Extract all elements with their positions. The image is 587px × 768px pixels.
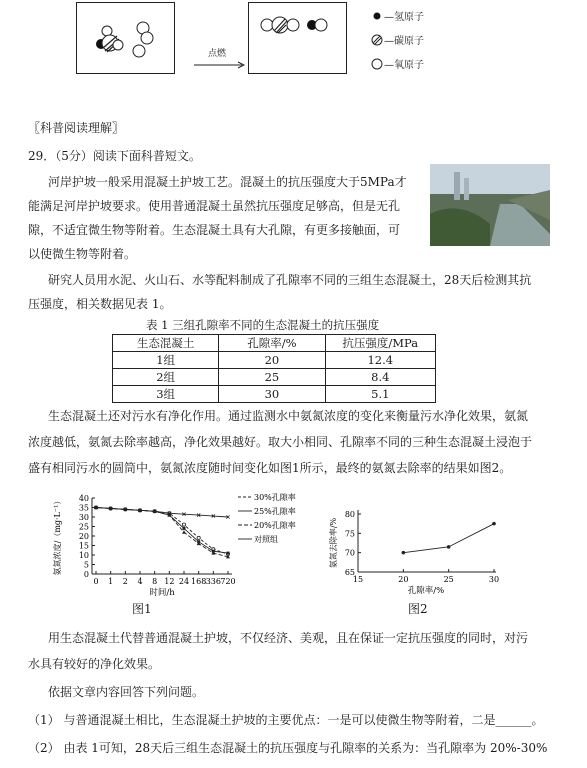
- atom-legend: —氢原子 —碳原子 —氧原子: [372, 8, 452, 74]
- y-tick-label: 75: [344, 529, 355, 539]
- table-header: 孔隙率/%: [219, 335, 325, 352]
- x-tick-label: 0: [93, 577, 99, 586]
- table-cell: 2组: [113, 369, 219, 386]
- legend-label: 20%孔隙率: [254, 521, 296, 530]
- y-tick-label: 25: [78, 522, 89, 532]
- question-1: （1） 与普通混凝土相比，生态混凝土护坡的主要优点：一是可以使微生物等附着，二是______。: [28, 713, 544, 727]
- table-cell: 5.1: [325, 386, 435, 403]
- x-axis-label: 孔隙率/%: [407, 586, 445, 596]
- reactant-box: [76, 2, 175, 74]
- para1-line: 隙，不适宜微生物等附着。生态混凝土具有大孔隙，有更多接触面，可: [28, 223, 401, 237]
- product-molecules: [249, 3, 346, 73]
- y-tick-label: 20: [78, 532, 89, 541]
- data-point: [183, 527, 186, 530]
- x-tick-label: 30: [488, 575, 500, 584]
- para5: 依据文章内容回答下列问题。: [48, 685, 205, 699]
- table-row: [113, 386, 436, 403]
- para1-line: 河岸护坡一般采用混凝土护坡工艺。混凝土的抗压强度大于5MPa才: [48, 175, 407, 189]
- y-tick-label: 80: [344, 510, 355, 519]
- porosity-strength-table: [112, 334, 436, 403]
- table-header-row: [113, 335, 436, 352]
- x-axis-label: 时间/h: [149, 588, 175, 598]
- arrow-label: 点燃: [208, 49, 227, 59]
- x-tick-label: 15: [352, 575, 364, 584]
- product-box: [248, 2, 347, 74]
- data-point: [197, 536, 200, 539]
- data-point: [227, 552, 230, 555]
- legend-label: 30%孔隙率: [254, 493, 296, 502]
- data-point: [402, 551, 406, 555]
- table-cell: 1组: [113, 352, 219, 369]
- table-cell: 20: [219, 352, 325, 369]
- y-tick-label: 65: [344, 568, 355, 577]
- y-axis-label: 氨氮浓度/（mg·L⁻¹）: [53, 496, 62, 576]
- figure-2-chart: [322, 488, 502, 600]
- x-tick-label: 24: [178, 577, 190, 586]
- para4-line: 水具有较好的净化效果。: [28, 657, 161, 671]
- question-2: （2） 由表 1可知，28天后三组生态混凝土的抗压强度与孔隙率的关系为：当孔隙率为 20%-30%: [28, 741, 548, 755]
- legend-label: 25%孔隙率: [254, 507, 296, 516]
- x-tick-label: 720: [220, 577, 236, 586]
- y-tick-label: 70: [344, 548, 355, 558]
- y-axis-label: 氨氮去除率/%: [329, 517, 338, 569]
- section-heading: 〖科普阅读理解〗: [28, 121, 125, 135]
- data-point: [182, 523, 185, 526]
- table-cell: 25: [219, 369, 325, 386]
- para3-line: 浓度越低，氨氮去除率越高，净化效果越好。取大小相同、孔隙率不同的三种生态混凝土浸泡于: [28, 435, 533, 449]
- y-tick-label: 5: [83, 560, 89, 570]
- series-line-3: [96, 508, 228, 557]
- series-line-4: [96, 508, 228, 518]
- figure-1-chart: [48, 488, 298, 600]
- data-point: [492, 522, 496, 526]
- x-tick-label: 4: [137, 577, 143, 586]
- y-tick-label: 15: [78, 541, 89, 551]
- figure-2-caption: 图2: [408, 602, 428, 616]
- y-tick-label: 10: [78, 551, 89, 560]
- x-tick-label: 8: [152, 577, 158, 586]
- y-tick-label: 35: [78, 503, 89, 513]
- para2-line: 研究人员用水泥、火山石、水等配料制成了孔隙率不同的三组生态混凝土，28天后检测其抗: [48, 273, 532, 287]
- para3-line: 生态混凝土还对污水有净化作用。通过监测水中氨氮浓度的变化来衡量污水净化效果，氨氮: [48, 409, 529, 423]
- table-row: [113, 369, 436, 386]
- x-tick-label: 336: [205, 577, 221, 586]
- oxygen-atom: [133, 45, 145, 57]
- para1-line: 以使微生物等附着。: [28, 247, 137, 261]
- x-tick-label: 25: [443, 575, 454, 584]
- series-line-1: [96, 508, 228, 555]
- reaction-arrow: [192, 46, 248, 72]
- table-caption: 表 1 三组孔隙率不同的生态混凝土的抗压强度: [146, 318, 380, 332]
- table-row: [113, 352, 436, 369]
- oxygen-atom: [141, 32, 153, 44]
- x-tick-label: 12: [164, 577, 175, 586]
- x-tick-label: 1: [108, 577, 114, 586]
- y-tick-label: 30: [78, 513, 89, 522]
- hydrogen-atom: [102, 26, 112, 36]
- hydrogen-atom: [113, 40, 123, 50]
- question-header: 29．（5分）阅读下面科普短文。: [28, 149, 201, 163]
- para1-line: 能满足河岸护坡要求。使用普通混凝土虽然抗压强度足够高，但是无孔: [28, 199, 401, 213]
- table-header: 生态混凝土: [113, 335, 219, 352]
- para4-line: 用生态混凝土代替普通混凝土护坡，不仅经济、美观，且在保证一定抗压强度的同时，对污: [48, 631, 529, 645]
- table-cell: 30: [219, 386, 325, 403]
- series-line-2: [96, 508, 228, 554]
- x-tick-label: 168: [191, 577, 207, 586]
- para2-line: 压强度，相关数据见表 1。: [28, 297, 172, 311]
- data-point: [182, 530, 186, 534]
- figure-1-caption: 图1: [132, 602, 152, 616]
- y-tick-label: 40: [78, 494, 89, 503]
- table-cell: 3组: [113, 386, 219, 403]
- x-tick-label: 2: [122, 577, 128, 586]
- legend-label: 对照组: [254, 535, 278, 544]
- table-cell: 8.4: [325, 369, 435, 386]
- reactant-molecules: [77, 3, 174, 73]
- x-tick-label: 20: [398, 575, 409, 584]
- table-header: 抗压强度/MPa: [325, 335, 435, 352]
- river-photo: [430, 164, 550, 246]
- table-cell: 12.4: [325, 352, 435, 369]
- para3-line: 盛有相同污水的圆筒中，氨氮浓度随时间变化如图1所示，最终的氨氮去除率的结果如图2。: [28, 461, 512, 475]
- y-tick-label: 0: [83, 570, 89, 579]
- data-point: [447, 545, 451, 549]
